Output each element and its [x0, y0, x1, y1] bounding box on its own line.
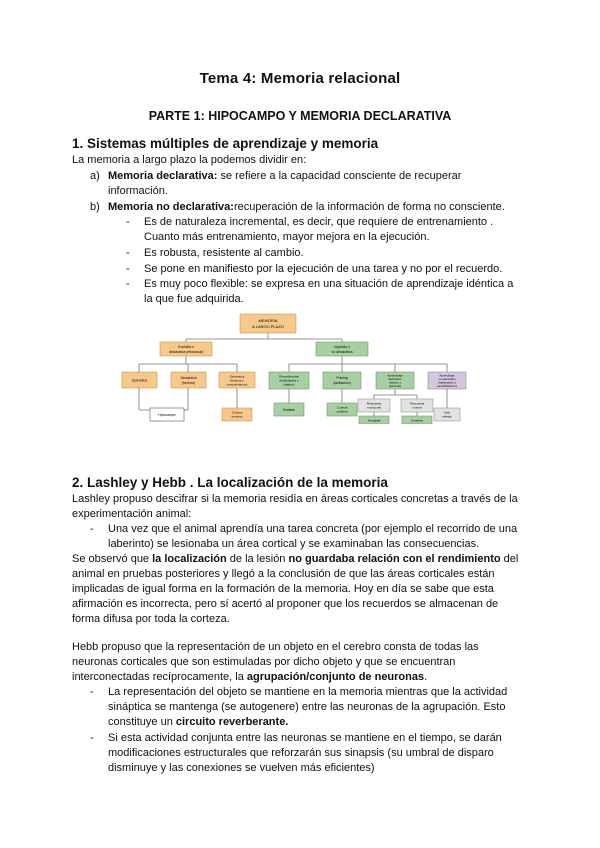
- bullet2-line2: sináptica se mantenga (se autogenere) entre las neuronas de la agrupación. Esto: [108, 701, 506, 713]
- nonassoc-label-3: (habituación y: [438, 380, 456, 385]
- bullet1-line1: Una vez que el animal aprendía una tarea concreta (por ejemplo el recorrido de una: [108, 523, 518, 535]
- p3-part-a: interconectadas recíprocamente, la: [72, 671, 247, 683]
- procedural-label-3: hábitos): [283, 382, 295, 387]
- part-title: PARTE 1: HIPOCAMPO Y MEMORIA DECLARATIVA: [148, 109, 452, 123]
- motor-label-2: motora: [412, 405, 422, 410]
- cortex2-label-1: Corteza: [336, 405, 348, 410]
- reflex-label-2: reflejas: [442, 414, 452, 419]
- cortex-label-1: Corteza: [231, 410, 243, 415]
- section1-heading: 1. Sistemas múltiples de aprendizaje y memoria: [72, 136, 379, 151]
- bullet1-marker: -: [90, 523, 94, 535]
- bullet3-line1: Si esta actividad conjunta entre las neuronas se mantiene en el tiempo, se darán: [108, 732, 502, 744]
- cerebellum-label: Cerebelo: [410, 418, 424, 423]
- nonassoc-label-2: no asociativo: [438, 377, 456, 381]
- cortex2-label-2: cerebral: [336, 409, 348, 414]
- b2-part-a: constituye un: [108, 716, 176, 728]
- subitem-4-line2: la que fue adquirida.: [144, 293, 244, 305]
- procedural-label-1: Procedimental: [279, 374, 299, 379]
- item-a-marker: a): [90, 170, 100, 182]
- subitem-2-marker: -: [126, 247, 130, 259]
- item-a-line1: [108, 169, 461, 185]
- semmem-label-2: (hechos y: [230, 378, 244, 383]
- subitem-3-line1: Se pone en manifiesto por la ejecución de una tarea y no por el recuerdo.: [144, 263, 503, 275]
- subitem-2-line1: Es robusta, resistente al cambio.: [144, 247, 304, 259]
- motor-label-1: Respuesta: [409, 401, 425, 406]
- section2-p2-line3: implicadas de igual forma en la formación de la memoria. Hoy en día se sabe que esta: [72, 583, 494, 595]
- section2-p2-line2: animal en pruebas posteriores y llegó a la conclusión de que las áreas corticales están: [72, 568, 495, 580]
- item-a-text1: se refiere a la capacidad consciente de recuperar: [217, 170, 462, 182]
- priming-label-2: (facilitación): [333, 381, 351, 385]
- p2-part-a: Se observó que: [72, 553, 153, 565]
- p3-part-c: .: [424, 671, 428, 683]
- section2-p3-line2: neuronas corticales que son estimuladas por dicho objeto y que se encuentran: [72, 656, 456, 668]
- memory-classification-diagram: [118, 312, 488, 424]
- b2-part-b: circuito reverberante.: [175, 716, 289, 728]
- nonassoc-label-1: Aprendizaje: [439, 373, 455, 378]
- section2-p2-line4: afirmación es incorrecta, pero sí acertó al proponer que los recuerdos se almacenan de: [72, 598, 499, 610]
- semantic-node: [171, 372, 206, 388]
- p2-part-d: no guardaba relación con el rendimiento: [288, 553, 501, 565]
- procedural-label-2: (habilidades y: [279, 378, 299, 383]
- p2-part-b: la localización: [152, 553, 227, 565]
- p2-part-e: del: [500, 553, 519, 565]
- root-label-1: MEMORIA: [258, 318, 278, 323]
- bullet3-marker: -: [90, 732, 94, 744]
- nonassoc-label-4: sensibilización): [437, 384, 457, 388]
- item-b-marker: b): [90, 201, 100, 213]
- semantic-label-2: (hechos): [181, 381, 196, 385]
- section1-intro: La memoria a largo plazo la podemos dividir en:: [72, 154, 307, 166]
- bullet1-line2: laberinto) se lesionaba un área cortical y se examinaban las consecuencias.: [108, 538, 480, 550]
- priming-label-1: Priming: [336, 376, 348, 380]
- assoc-label-2: asociativo: [388, 377, 402, 381]
- emotional-label-2: emocional: [367, 405, 381, 410]
- semantic-label-1: Semántica: [180, 376, 197, 380]
- bullet2-marker: -: [90, 686, 94, 698]
- p2-part-c: de la lesión: [226, 553, 289, 565]
- section2-p1-line2: experimentación animal:: [72, 508, 192, 520]
- section2-heading: 2. Lashley y Hebb . La localización de la memoria: [72, 475, 388, 490]
- section2-p2-line1: [72, 552, 518, 568]
- amygdala-label: Amígdala: [367, 418, 381, 423]
- root-label-2: A LARGO PLAZO: [252, 324, 284, 329]
- explicit-label-2: declarativa (relacional): [168, 350, 204, 354]
- subitem-4-marker: -: [126, 278, 130, 290]
- explicit-label-1: Explícita o: [178, 345, 194, 349]
- item-b-line1: [108, 200, 505, 216]
- section2-p1-line1: Lashley propuso descifrar si la memoria residía en áreas corticales concretas a través de la: [72, 493, 518, 505]
- item-b-text1: recuperación de la información de forma no consciente.: [233, 201, 505, 213]
- bullet2-line1: La representación del objeto se mantiene en la memoria mientras que la actividad: [108, 686, 508, 698]
- semmem-label-3: conocimientos): [226, 382, 248, 387]
- page-title: Tema 4: Memoria relacional: [199, 70, 401, 87]
- subitem-1-line1: Es de naturaleza incremental, es decir, que requiere de entrenamiento .: [144, 216, 494, 228]
- assoc-label-3: (clásico y: [388, 380, 402, 385]
- item-a-bold: Memoria declarativa:: [108, 170, 218, 182]
- hippocampus-label: Hipocampo: [158, 413, 176, 417]
- bullet3-line3: disminuye y las conexiones se vuelven más eficientes): [108, 762, 375, 774]
- reflex-label-1: Vías: [443, 410, 451, 415]
- emotional-label-1: Respuesta: [366, 401, 382, 406]
- section2-p2-line5: forma difusa por toda la corteza.: [72, 613, 230, 625]
- assoc-label-4: operante): [388, 384, 402, 388]
- striatum-label: Estriado: [283, 408, 295, 412]
- bullet3-line2: modificaciones estructurales que reforzarán sus sinapsis (su umbral de disparo: [108, 747, 494, 759]
- item-a-line2: información.: [108, 185, 168, 197]
- subitem-1-marker: -: [126, 216, 130, 228]
- semmem-label-1: Semántica: [229, 374, 245, 379]
- subitem-3-marker: -: [126, 263, 130, 275]
- section2-p3-line1: Hebb propuso que la representación de un objeto en el cerebro consta de todas las: [72, 641, 479, 653]
- assoc-label-1: Aprendizaje: [387, 373, 403, 378]
- implicit-label-2: no declarativa: [331, 350, 353, 354]
- cortex-label-2: cerebral: [231, 414, 243, 419]
- subitem-1-line2: Cuanto más entrenamiento, mayor mejora en la ejecución.: [144, 231, 430, 243]
- episodic-label: Episódica: [132, 378, 147, 383]
- bullet2-line3: [108, 715, 288, 731]
- section2-p3-line3: [72, 670, 427, 686]
- item-b-bold: Memoria no declarativa:: [108, 201, 234, 213]
- implicit-label-1: Implícita o: [334, 345, 350, 349]
- subitem-4-line1: Es muy poco flexible: se expresa en una situación de aprendizaje idéntica a: [144, 278, 514, 290]
- p3-part-b: agrupación/conjunto de neuronas: [246, 671, 425, 683]
